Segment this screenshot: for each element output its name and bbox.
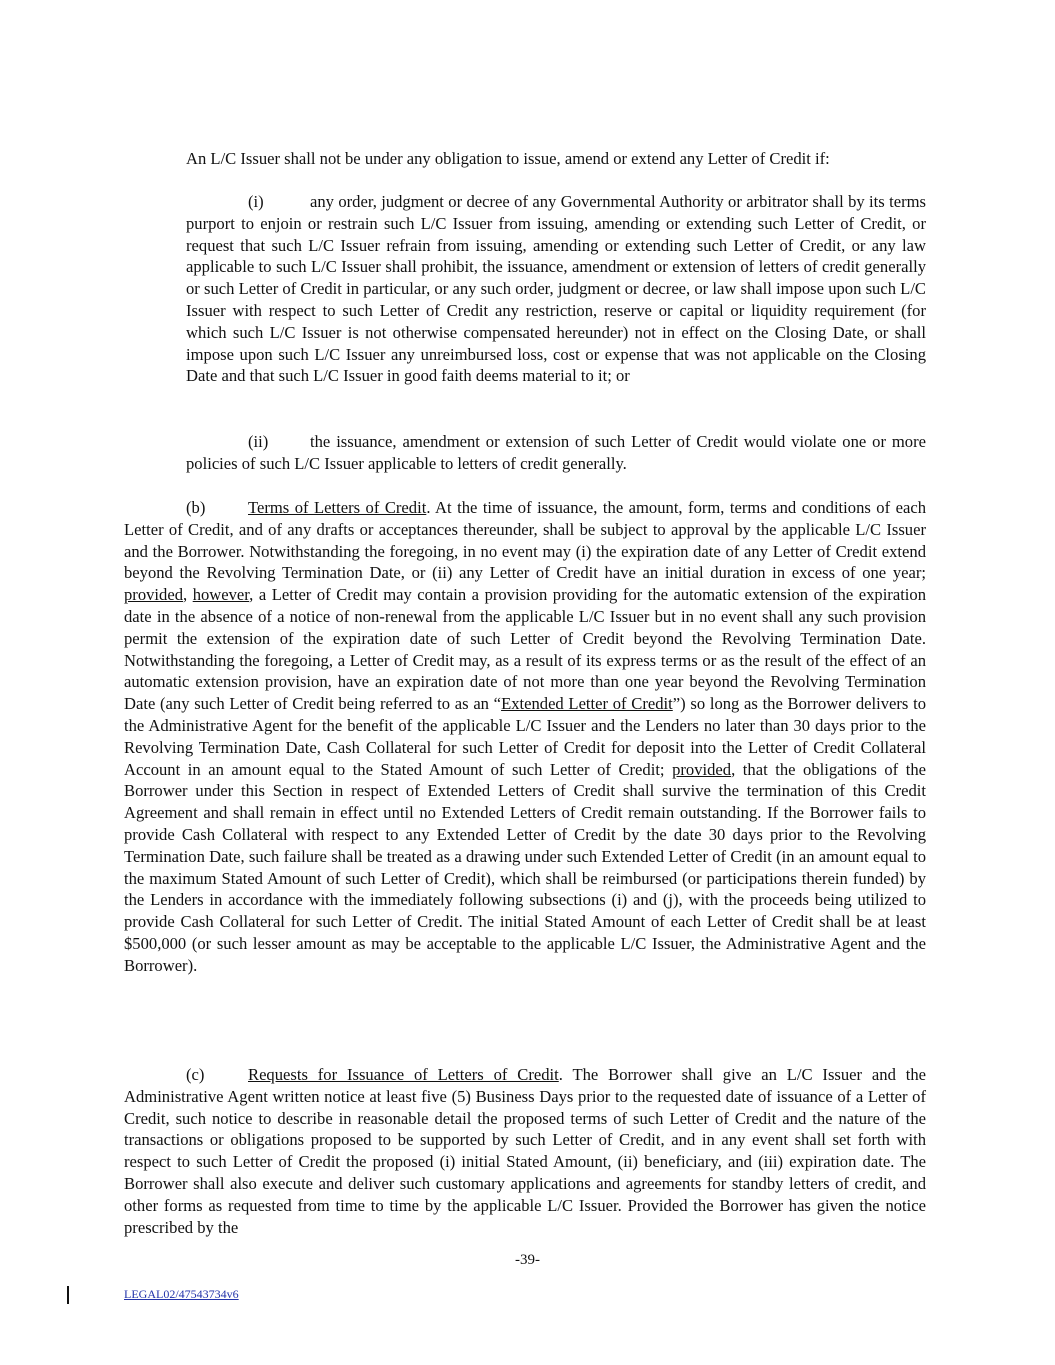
section-c — [124, 1064, 926, 1238]
section-b-text-2: , — [183, 585, 193, 605]
section-b-text-1: . At the time of issuance, the amount, form, terms and conditions of each Letter of Credit, and of any drafts or acceptances thereunder, shall be subject to approval by the applicable L/C Issuer and the Borrower. Notwithstanding the foregoing, in no event may (i) the expiration date of any Letter of Credit extend beyond the Revolving Termination Date, or (ii) any Letter of Credit have an initial duration in excess of one year; — [124, 498, 926, 583]
document-id: LEGAL02/47543734v6 — [124, 1287, 239, 1301]
section-b-text-5: , that the obligations of the Borrower under this Section in respect of Extended Letters of Credit shall survive the termination of this Credit Agreement and shall remain in effect until no Extended Letters of Credit remain outstanding. If the Borrower fails to provide Cash Collateral with respect to any Extended Letter of Credit by the date 30 days prior to the Revolving Termination Date, such failure shall be treated as a drawing under such Extended Letter of Credit (in an amount equal to the maximum Stated Amount of such Letter of Credit), which shall be reimbursed (or participations therein funded) by the Lenders in accordance with the immediately following subsections (i) and (j), with the proceeds being utilized to provide Cash Collateral for such Letter of Credit. The initial Stated Amount of each Letter of Credit shall be at least $500,000 (or such lesser amount as may be acceptable to the applicable L/C Issuer, the Administrative Agent and the Borrower). — [124, 759, 926, 975]
revision-bar — [67, 1286, 69, 1304]
defined-term-extended-loc: Extended Letter of Credit — [501, 694, 673, 714]
clause-i-text: any order, judgment or decree of any Governmental Authority or arbitrator shall by its terms purport to enjoin or restrain such L/C Issuer from issuing, amending or extending such Letter of Credit, or request that such L/C Issuer refrain from issuing, amending or extending such Letter of Credit, or any law applicable to such L/C Issuer shall prohibit, the issuance, amendment or extension of letters of credit generally or such Letter of Credit in particular, or any such order, judgment or decree, or law shall impose upon such L/C Issuer with respect to such Letter of Credit any restriction, reserve or capital or liquidity requirement (for which such L/C Issuer is not otherwise compensated hereunder) not in effect on the Closing Date, or shall impose upon such L/C Issuer any unreimbursed loss, cost or expense that was not applicable on the Closing Date and that such L/C Issuer in good faith deems material to it; or — [186, 192, 926, 386]
section-b-number: (b) — [186, 498, 206, 517]
section-c-number: (c) — [186, 1065, 205, 1084]
section-c-text-1: . The Borrower shall give an L/C Issuer and the Administrative Agent written notice at least five (5) Business Days prior to the requested date of issuance of a Letter of Credit, such notice to describe in reasonable detail the proposed terms of such Letter of Credit and the nature of the transactions or obligations proposed to be supported by such Letter of Credit, and in any event shall set forth with respect to such Letter of Credit the proposed (i) initial Stated Amount, (ii) beneficiary, and (iii) expiration date. The Borrower shall also execute and deliver such customary applications and agreements for standby letters of credit, and other forms as requested from time to time by the applicable L/C Issuer. Provided the Borrower has given the notice prescribed by the — [124, 1065, 926, 1237]
section-b — [124, 497, 926, 977]
section-b-heading: Terms of Letters of Credit — [248, 498, 427, 517]
term-provided: provided — [124, 585, 183, 605]
intro-paragraph: An L/C Issuer shall not be under any obligation to issue, amend or extend any Letter of Credit if: — [186, 149, 830, 168]
clause-i-number: (i) — [248, 192, 264, 211]
clause-ii-number: (ii) — [248, 432, 269, 451]
term-provided-2: provided — [672, 759, 732, 779]
term-however: however — [192, 585, 250, 605]
clause-ii — [186, 431, 926, 475]
clause-ii-text: the issuance, amendment or extension of such Letter of Credit would violate one or more policies of such L/C Issuer applicable to letters of credit generally. — [186, 432, 926, 473]
section-c-heading: Requests for Issuance of Letters of Credit — [248, 1065, 559, 1084]
section-b-text-3: , a Letter of Credit may contain a provision providing for the automatic extension of the expiration date in the absence of a notice of non-renewal from the applicable L/C Issuer but in no event shall any such provision permit the extension of the expiration date of such Letter of Credit beyond the Revolving Termination Date. Notwithstanding the foregoing, a Letter of Credit may, as a result of its express terms or as the result of the effect of an automatic extension provision, have an expiration date of not more than one year beyond the Revolving Termination Date (any such Letter of Credit being referred to as an “ — [124, 585, 927, 714]
clause-i — [186, 191, 926, 387]
section-b-text-4: ”) so long as the Borrower delivers to the Administrative Agent for the benefit of the applicable L/C Issuer and the Lenders no later than 30 days prior to the Revolving Termination Date, Cash Collateral for such Letter of Credit for deposit into the Letter of Credit Collateral Account in an amount equal to the Stated Amount of such Letter of Credit; — [124, 694, 926, 779]
page-number: -39- — [515, 1252, 540, 1268]
